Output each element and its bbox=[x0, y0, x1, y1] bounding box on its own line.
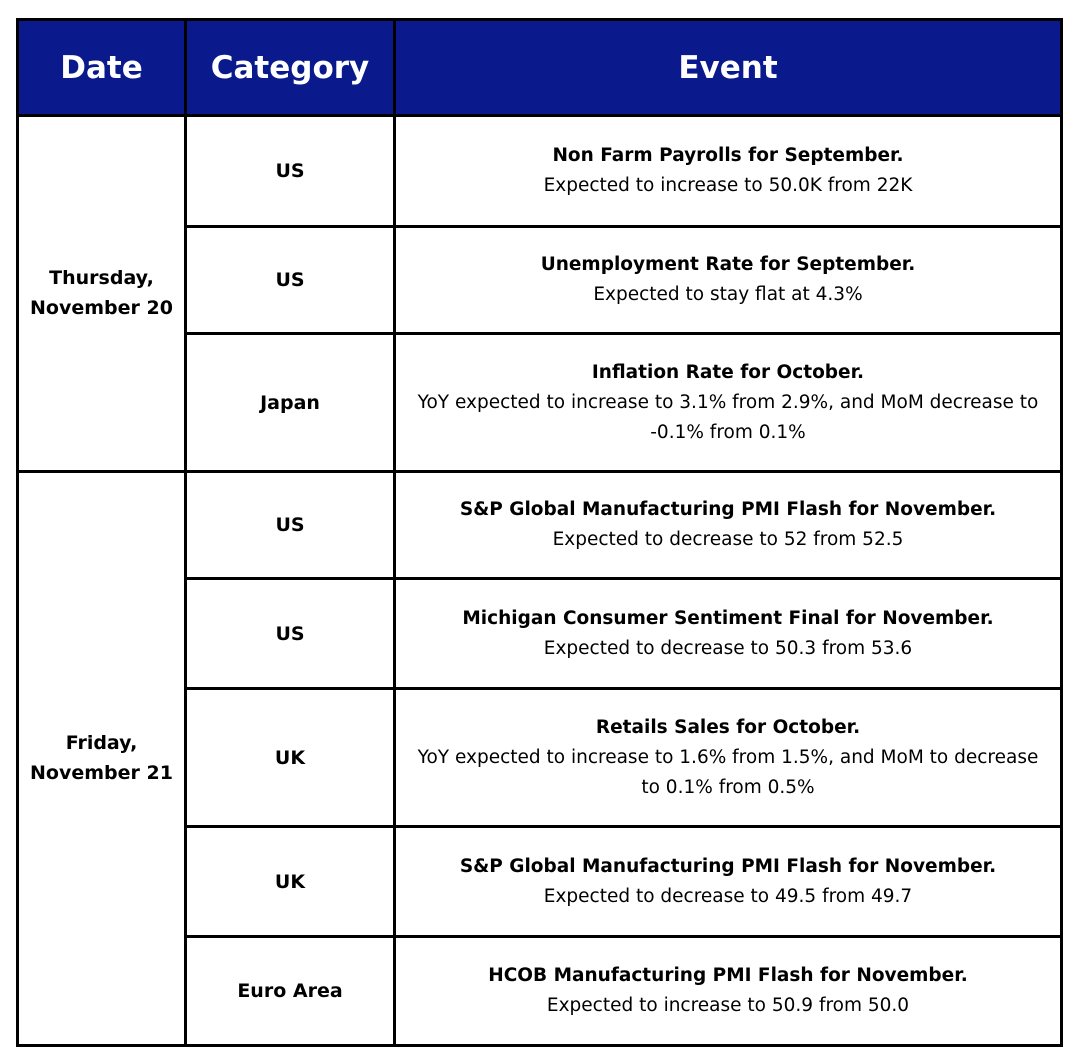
table-row bbox=[18, 471, 1062, 578]
event-title: Retails Sales for October. bbox=[595, 716, 861, 738]
event-title: S&P Global Manufacturing PMI Flash for November. bbox=[459, 855, 997, 877]
event-title: Michigan Consumer Sentiment Final for November. bbox=[462, 607, 994, 629]
event-detail: Expected to decrease to 49.5 from 49.7 bbox=[543, 885, 913, 907]
category-cell: US bbox=[186, 227, 395, 334]
category-cell: US bbox=[186, 471, 395, 578]
category-column-header: Category bbox=[186, 20, 395, 116]
event-detail: YoY expected to increase to 3.1% from 2.9%, and MoM decrease to -0.1% from 0.1% bbox=[417, 391, 1039, 443]
event-cell bbox=[395, 116, 1062, 227]
event-column-header: Event bbox=[395, 20, 1062, 116]
event-detail: YoY expected to increase to 1.6% from 1.5%, and MoM to decrease to 0.1% from 0.5% bbox=[417, 746, 1039, 798]
event-detail: Expected to decrease to 50.3 from 53.6 bbox=[543, 637, 913, 659]
event-title: Non Farm Payrolls for September. bbox=[552, 145, 904, 167]
event-detail: Expected to increase to 50.9 from 50.0 bbox=[546, 994, 910, 1016]
event-detail: Expected to stay flat at 4.3% bbox=[593, 284, 863, 306]
event-cell bbox=[395, 689, 1062, 827]
category-cell: UK bbox=[186, 827, 395, 936]
event-detail: Expected to increase to 50.0K from 22K bbox=[543, 175, 913, 197]
header-row bbox=[18, 20, 1062, 116]
date-column-header: Date bbox=[18, 20, 186, 116]
category-cell: US bbox=[186, 116, 395, 227]
event-cell bbox=[395, 471, 1062, 578]
category-cell: UK bbox=[186, 689, 395, 827]
event-cell bbox=[395, 578, 1062, 688]
category-cell: Japan bbox=[186, 334, 395, 471]
event-title: HCOB Manufacturing PMI Flash for November. bbox=[488, 964, 968, 986]
date-cell-friday: Friday, November 21 bbox=[18, 471, 186, 1045]
event-title: Unemployment Rate for September. bbox=[540, 254, 916, 276]
table-row bbox=[18, 116, 1062, 227]
event-detail: Expected to decrease to 52 from 52.5 bbox=[552, 528, 904, 550]
event-cell bbox=[395, 334, 1062, 471]
event-cell bbox=[395, 936, 1062, 1045]
event-title: Inflation Rate for October. bbox=[591, 361, 865, 383]
event-cell bbox=[395, 227, 1062, 334]
category-cell: Euro Area bbox=[186, 936, 395, 1045]
events-table bbox=[16, 18, 1063, 1047]
date-cell-thursday: Thursday, November 20 bbox=[18, 116, 186, 472]
event-cell bbox=[395, 827, 1062, 936]
event-title: S&P Global Manufacturing PMI Flash for November. bbox=[459, 498, 997, 520]
category-cell: US bbox=[186, 578, 395, 688]
